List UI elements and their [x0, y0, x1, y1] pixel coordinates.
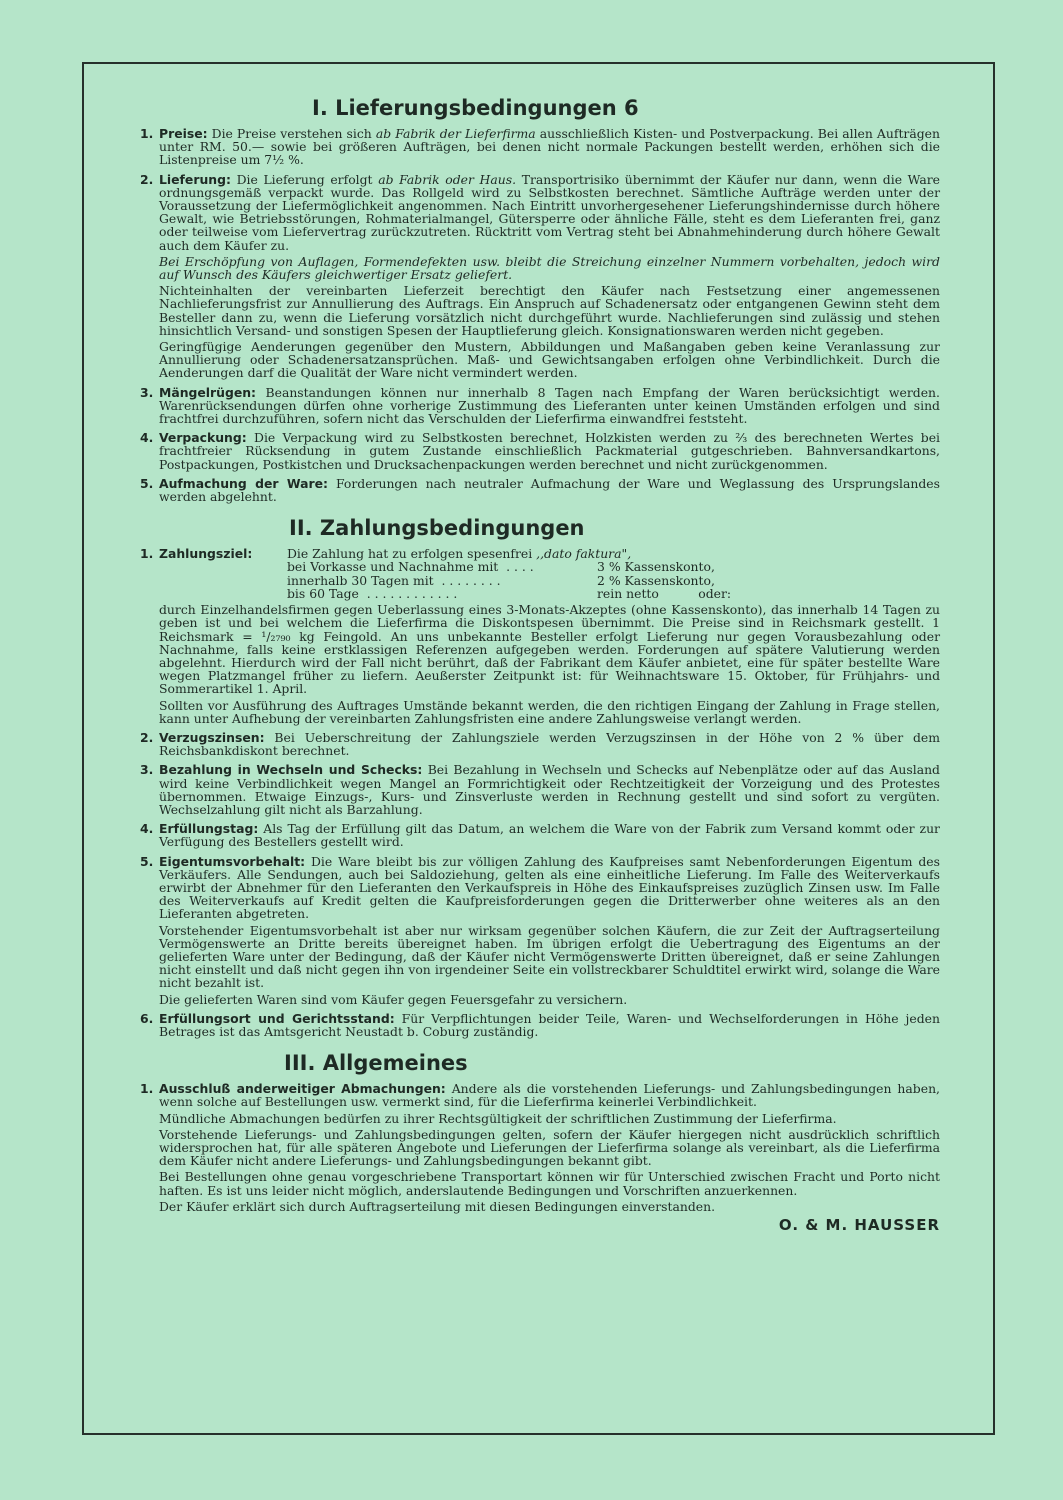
- clause-label: Zahlungsziel:: [159, 546, 253, 562]
- clause-number: 5.: [140, 475, 154, 491]
- clause-verpackung: [132, 431, 940, 471]
- clause-verzugszinsen: [132, 731, 940, 757]
- clause-eigentumsvorbehalt: [132, 855, 940, 1006]
- clause-number: 4.: [140, 430, 154, 446]
- clause-paragraph: Vorstehender Eigentumsvorbehalt ist aber nur wirksam gegenüber solchen Käufern, die zur Zeit der Auftragserteilung Vermögenswerte an Dritte bereits übereignet haben. Im übrigen erfolgt die Uebertragung des Eigentums an der gelieferten Ware unter der Bedingung, daß der Käufer nicht Vermögenswerte Dritten übereignet, daß er seine Zahlungen nicht einstellt und daß nicht gegen ihn von irgendeiner Seite ein vollstreckbarer Schuldtitel erwirkt wird, solange die Ware nicht bezahlt ist.: [159, 922, 940, 991]
- clause-paragraph: Vorstehende Lieferungs- und Zahlungsbedingungen gelten, sofern der Käufer hiergegen nicht ausdrücklich schriftlich widersprochen hat, für alle späteren Angebote und Lieferungen der Lieferfirma solange als vereinbart, als die Lieferfirma dem Käufer nicht andere Lieferungs- und Zahlungsbedingungen bekannt gibt.: [159, 1126, 940, 1169]
- zahlungsziel-intro: [159, 547, 940, 560]
- term-condition: innerhalb 30 Tagen mit . . . . . . . .: [287, 572, 501, 588]
- clause-italic: ab Fabrik oder Haus.: [378, 171, 517, 187]
- clause-number: 4.: [140, 821, 154, 837]
- term-condition: bei Vorkasse und Nachnahme mit . . . .: [287, 559, 534, 575]
- clause-paragraph: Nichteinhalten der vereinbarten Lieferzeit berechtigt den Käufer nach Festsetzung einer angemessenen Nachlieferungsfrist zur Annullierung des Auftrags. Ein Anspruch auf Schadenersatz oder entgangenen Gewinn steht dem Besteller dann zu, wenn die Lieferung vorsätzlich nicht durchgeführt wurde. Nachlieferungen sind zulässig und stehen hinsichtlich Versand- und sonstigen Spesen der Hauptlieferung gleich. Konsignationswaren werden nicht gegeben.: [159, 283, 940, 338]
- clause-number: 2.: [140, 729, 154, 745]
- clause-label: Lieferung:: [159, 171, 231, 187]
- clause-number: 3.: [140, 762, 154, 778]
- clause-number: 6.: [140, 1010, 154, 1026]
- clause-text: Die Ware bleibt bis zur völligen Zahlung des Kaufpreises samt Nebenforderungen Eigentum des Verkäufers. Alle Sendungen, auch bei Saldoziehung, gelten als eine einheitliche Lieferung. Im Falle des Weiterverkaufs erwirbt der Abnehmer für den Lieferanten den Verkaufspreis in Höhe des Einkaufspreises zuzüglich Zinsen usw. Im Falle des Weiterverkaufs auf Kredit gelten die Kaufpreisforderungen gegen die Dritterwerber ohne weiteres als an den Lieferanten abgetreten.: [159, 853, 940, 922]
- clause-wechsel-schecks: [132, 763, 940, 816]
- clause-label: Eigentumsvorbehalt:: [159, 853, 306, 869]
- clause-number: 1.: [140, 1081, 154, 1097]
- clause-paragraph: Bei Bestellungen ohne genau vorgeschriebene Transportart können wir für Unterschied zwischen Fracht und Porto nicht haften. Es ist uns leider nicht möglich, anderslautende Bedingungen und Vorschriften anzuerkennen.: [159, 1169, 940, 1198]
- payment-term-row: [287, 587, 940, 600]
- clause-number: 1.: [140, 546, 154, 562]
- clause-text: Die Zahlung hat zu erfolgen spesenfrei: [287, 546, 533, 562]
- clause-aufmachung: [132, 477, 940, 503]
- clause-text: Die Preise verstehen sich: [211, 126, 372, 141]
- clause-label: Preise:: [159, 126, 208, 141]
- clause-number: 1.: [140, 126, 154, 141]
- clause-erfuellungsort: [132, 1012, 940, 1038]
- clause-label: Erfüllungsort und Gerichtsstand:: [159, 1010, 395, 1026]
- clause-paragraph: Geringfügige Aenderungen gegenüber den Mustern, Abbildungen und Maßangaben geben keine Veranlassung zur Annullierung oder Schadenersatzansprüchen. Maß- und Gewichtsangaben erfolgen ohne Verbindlichkeit. Durch die Aenderungen darf die Qualität der Ware nicht vermindert werden.: [159, 339, 940, 381]
- clause-text: ausschließlich Kisten- und Postverpackung. Bei allen Aufträgen unter RM. 50.— sowie bei größeren Aufträgen, bei denen nicht normale Packungen bestellt werden, erhöhen sich die Listenpreise um 7½ %.: [159, 126, 940, 168]
- clause-text: Bei Ueberschreitung der Zahlungsziele werden Verzugszinsen in der Höhe von 2 % über dem Reichsbankdiskont berechnet.: [159, 729, 940, 759]
- clause-paragraph: durch Einzelhandelsfirmen gegen Ueberlassung eines 3-Monats-Akzeptes (ohne Kassenskonto), das innerhalb 14 Tagen zu geben ist und bei welchem die Lieferfirma die Diskontspesen übernimmt. Die Preise sind in Reichsmark gestellt. 1 Reichsmark = ¹/₂₇₉₀ kg Feingold. An uns unbekannte Besteller erfolgt Lieferung nur gegen Vorausbezahlung oder Nachnahme, falls keine erstklassigen Referenzen aufgegeben werden. Forderungen auf spätere Valutierung werden abgelehnt. Hierdurch wird der Fall nicht berührt, daß der Fabrikant dem Käufer anbietet, eine für später bestellte Ware wegen Platzmangel früher zu liefern. Aeußerster Zeitpunkt ist: für Weihnachtsware 15. Oktober, für Frühjahrs- und Sommerartikel 1. April.: [159, 602, 940, 697]
- clause-text: Für Verpflichtungen beider Teile, Waren- und Wechselforderungen in Höhe jeden Betrages ist das Amtsgericht Neustadt b. Coburg zuständig.: [159, 1010, 940, 1039]
- clause-number: 5.: [140, 853, 154, 869]
- clause-paragraph: Mündliche Abmachungen bedürfen zu ihrer Rechtsgültigkeit der schriftlichen Zustimmung der Lieferfirma.: [159, 1110, 837, 1126]
- clause-label: Erfüllungstag:: [159, 821, 259, 837]
- section-title-allgemeines: III. Allgemeines: [284, 1051, 468, 1076]
- section-title-zahlung: II. Zahlungsbedingungen: [289, 516, 585, 541]
- clause-italic: ,,dato faktura",: [536, 546, 632, 562]
- clause-paragraph: Der Käufer erklärt sich durch Auftragserteilung mit diesen Bedingungen einverstanden.: [159, 1198, 716, 1214]
- clause-label: Bezahlung in Wechseln und Schecks:: [159, 762, 423, 778]
- clause-text: Transportrisiko übernimmt der Käufer nur dann, wenn die Ware ordnungsgemäß verpackt wurde. Das Rollgeld wird zu Selbstkosten berechnet. Sämtliche Aufträge werden unter der Voraussetzung der Liefermöglichkeit angenommen. Nach Eintritt unvorhergesehener Lieferungshindernisse durch höhere Gewalt, wie Betriebsstörungen, Rohmaterialmangel, Gütersperre oder ähnliche Fälle, steht es dem Lieferanten frei, ganz oder teilweise vom Liefervertrag zurückzutreten. Rücktritt vom Vertrag steht bei Abnahmehinderung durch höhere Gewalt auch dem Käufer zu.: [159, 171, 940, 253]
- clause-label: Mängelrügen:: [159, 384, 257, 400]
- term-discount: 2 % Kassenskonto,: [597, 572, 715, 588]
- clause-number: 2.: [140, 171, 154, 187]
- clause-text: Forderungen nach neutraler Aufmachung der Ware und Weglassung des Ursprungslandes werden abgelehnt.: [159, 475, 940, 505]
- clause-paragraph: Sollten vor Ausführung des Auftrages Umstände bekannt werden, die den richtigen Eingang der Zahlung in Frage stellen, kann unter Aufhebung der vereinbarten Zahlungsfristen eine andere Zahlungsweise verlangt werden.: [159, 697, 940, 726]
- clause-paragraph: Bei Erschöpfung von Auflagen, Formendefekten usw. bleibt die Streichung einzelner Nummern vorbehalten, jedoch wird auf Wunsch des Käufers gleichwertiger Ersatz geliefert.: [159, 253, 940, 283]
- clause-lieferung: [132, 173, 940, 380]
- conditions-document: [132, 96, 940, 1235]
- clause-number: 3.: [140, 384, 154, 400]
- clause-maengelruegen: [132, 386, 940, 426]
- section-title-lieferung: I. Lieferungsbedingungen 6: [312, 96, 639, 120]
- clause-label: Verpackung:: [159, 430, 247, 446]
- clause-label: Verzugszinsen:: [159, 729, 265, 745]
- term-condition: bis 60 Tage . . . . . . . . . . . .: [287, 585, 458, 601]
- clause-text: Als Tag der Erfüllung gilt das Datum, an welchem die Ware von der Fabrik zum Versand kommt oder zur Verfügung des Bestellers gestellt wird.: [159, 821, 940, 850]
- clause-erfuellungstag: [132, 822, 940, 848]
- clause-text: Bei Bezahlung in Wechseln und Schecks auf Nebenplätze oder auf das Ausland wird keine Verbindlichkeit wegen Mangel an Formrichtigkeit oder Rechtzeitigkeit der Vorzeigung und des Protestes übernommen. Etwaige Einzugs-, Kurs- und Zinsverluste werden in Rechnung gestellt und sind sofort zu vergüten. Wechselzahlung gilt nicht als Barzahlung.: [159, 762, 940, 817]
- clause-italic: ab Fabrik der Lieferfirma: [375, 126, 536, 141]
- payment-term-row: [287, 574, 940, 587]
- clause-text: Die Verpackung wird zu Selbstkosten berechnet, Holzkisten werden zu ⅔ des berechneten Wertes bei frachtfreier Rücksendung in gutem Zustande einschließlich Packmaterial gutgeschrieben. Bahnversandkartons, Postpackungen, Postkistchen und Drucksachenpackungen werden berechnet und nicht zurückgenommen.: [159, 430, 940, 472]
- company-signature: O. & M. HAUSSER: [778, 1216, 940, 1235]
- clause-preise: [132, 127, 940, 167]
- clause-label: Ausschluß anderweitiger Abmachungen:: [159, 1081, 446, 1097]
- clause-paragraph: Die gelieferten Waren sind vom Käufer gegen Feuersgefahr zu versichern.: [159, 991, 628, 1007]
- clause-text: Beanstandungen können nur innerhalb 8 Tagen nach Empfang der Waren berücksichtigt werden. Warenrücksendungen dürfen ohne vorherige Zustimmung des Lieferanten unter keinen Umständen erfolgen und sind frachtfrei durchzuführen, sofern nicht das Verschulden der Lieferfirma einwandfrei feststeht.: [159, 384, 940, 427]
- clause-text: Die Lieferung erfolgt: [236, 171, 373, 187]
- payment-term-row: [287, 560, 940, 573]
- clause-zahlungsziel: [132, 547, 940, 725]
- clause-text: Andere als die vorstehenden Lieferungs- und Zahlungsbedingungen haben, wenn solche auf Bestellungen usw. vermerkt sind, für die Lieferfirma keinerlei Verbindlichkeit.: [159, 1081, 940, 1110]
- term-discount: rein netto oder:: [597, 585, 732, 601]
- term-discount: 3 % Kassenskonto,: [597, 559, 715, 575]
- clause-abmachungen: [132, 1082, 940, 1213]
- clause-label: Aufmachung der Ware:: [159, 475, 328, 491]
